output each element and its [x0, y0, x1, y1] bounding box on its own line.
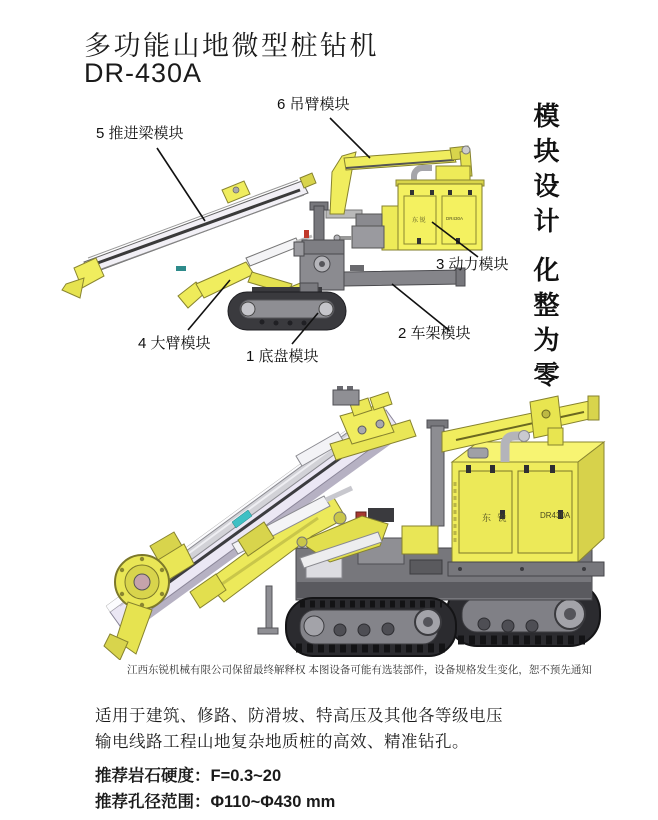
label-frame-module: 2 车架模块 — [398, 325, 471, 342]
label-crane-arm-module: 6 吊臂模块 — [277, 96, 350, 113]
machine-brand-text: 东 锐 — [482, 513, 509, 523]
spec-rock-hardness-value: F=0.3~20 — [210, 767, 282, 785]
page-title: 多功能山地微型桩钻机 — [84, 31, 379, 61]
machine-illustration — [0, 385, 658, 660]
label-feed-beam-module: 5 推进梁模块 — [96, 125, 184, 142]
exploded-brand-text: 东 锐 — [412, 218, 426, 224]
spec-hole-diameter — [95, 788, 335, 812]
exploded-model-text: DR430A — [446, 216, 464, 221]
description-block — [95, 703, 503, 755]
power-box — [448, 442, 604, 576]
slogan-block — [527, 102, 564, 396]
label-big-arm-module: 4 大臂模块 — [138, 335, 211, 352]
disclaimer-text: 江西东锐机械有限公司保留最终解释权 本图设备可能有选装部件，设备规格发生变化，恕不预先通知 — [127, 664, 592, 676]
power-module-drawing — [334, 166, 484, 250]
drill-head — [296, 386, 416, 466]
model-number: DR-430A — [84, 58, 203, 88]
spec-hole-diameter-label: 推荐孔径范围： — [95, 793, 211, 811]
slogan-line-2: 化整为零 — [530, 256, 560, 396]
front-track — [286, 598, 456, 656]
spec-rock-hardness — [95, 762, 281, 786]
label-power-module: 3 动力模块 — [436, 256, 509, 273]
spec-rock-hardness-label: 推荐岩石硬度： — [95, 767, 211, 785]
machine-model-text: DR430A — [540, 511, 571, 520]
label-chassis-module: 1 底盘模块 — [246, 348, 319, 365]
description-line-2: 输电线路工程山地复杂地质桩的高效、精准钻孔。 — [95, 733, 469, 751]
description-line-1: 适用于建筑、修路、防滑坡、特高压及其他各等级电压 — [95, 707, 503, 725]
slogan-line-1: 模块设计 — [530, 102, 560, 242]
spec-hole-diameter-value: Φ110~Φ430 mm — [210, 793, 336, 811]
